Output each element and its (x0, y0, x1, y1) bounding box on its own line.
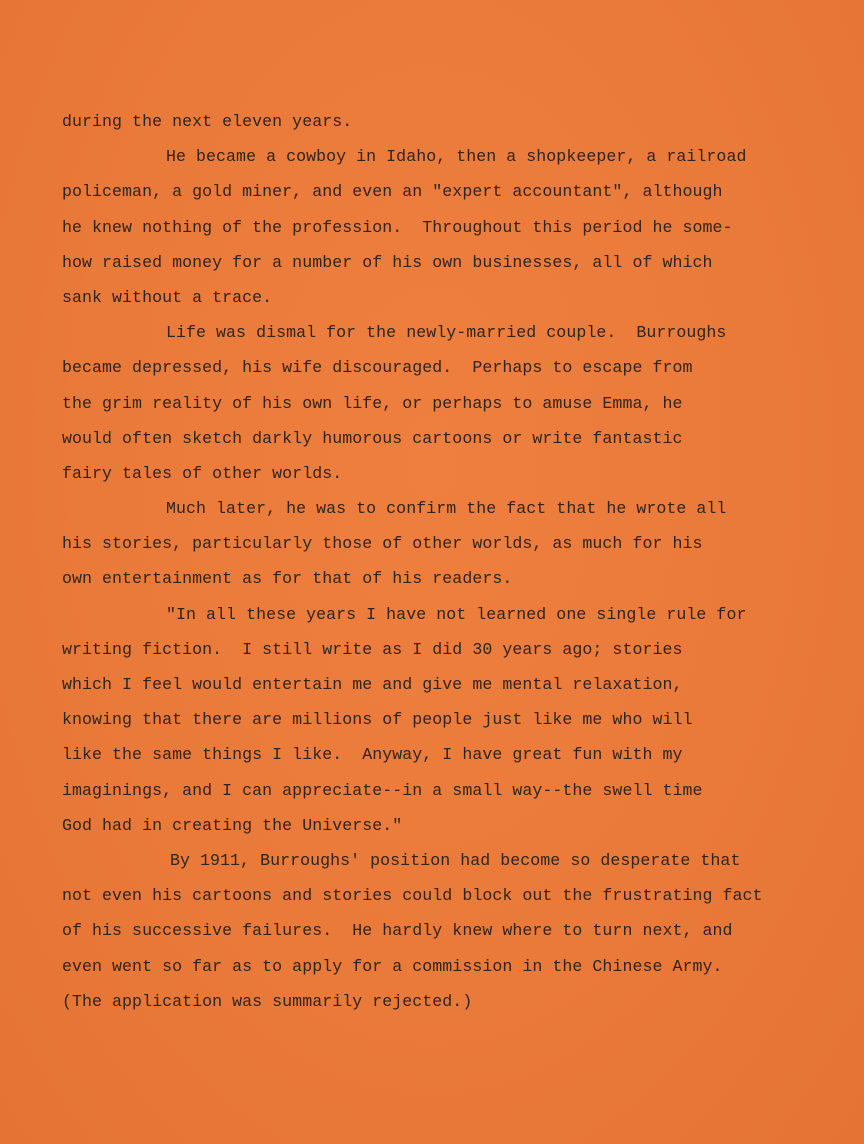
quote-line: knowing that there are millions of people just like me who will (62, 710, 693, 730)
text-line: he knew nothing of the profession. Throughout this period he some- (62, 217, 733, 237)
text-line: would often sketch darkly humorous cartoons or write fantastic (62, 428, 683, 448)
text-line: sank without a trace. (62, 287, 273, 307)
quote-line: God had in creating the Universe." (62, 815, 403, 835)
text-line: of his successive failures. He hardly knew where to turn next, and (62, 921, 733, 941)
text-line: not even his cartoons and stories could block out the frustrating fact (62, 886, 763, 906)
paragraph-start-line: He became a cowboy in Idaho, then a shopkeeper, a railroad (166, 147, 747, 167)
quote-line: like the same things I like. Anyway, I have great fun with my (62, 745, 683, 765)
text-line: policeman, a gold miner, and even an "expert accountant", although (62, 182, 723, 202)
body-text (62, 104, 822, 1019)
text-line: the grim reality of his own life, or perhaps to amuse Emma, he (62, 393, 683, 413)
quote-line: which I feel would entertain me and give me mental relaxation, (62, 675, 683, 694)
paragraph-start-line: By 1911, Burroughs' position had become so desperate that (170, 850, 741, 870)
text-line: even went so far as to apply for a commission in the Chinese Army. (62, 956, 723, 976)
text-line: (The application was summarily rejected.) (62, 991, 473, 1011)
paragraph-start-line: Life was dismal for the newly-married couple. Burroughs (166, 323, 727, 343)
text-line: during the next eleven years. (62, 112, 353, 131)
text-line: fairy tales of other worlds. (62, 463, 343, 483)
text-line: how raised money for a number of his own businesses, all of which (62, 252, 713, 272)
text-line: became depressed, his wife discouraged. Perhaps to escape from (62, 358, 693, 378)
quote-line: imaginings, and I can appreciate--in a small way--the swell time (62, 780, 703, 800)
paragraph-start-line: Much later, he was to confirm the fact that he wrote all (166, 499, 727, 519)
quote-start-line: "In all these years I have not learned one single rule for (166, 604, 747, 624)
text-line: own entertainment as for that of his readers. (62, 569, 513, 589)
text-line: his stories, particularly those of other worlds, as much for his (62, 534, 703, 554)
quote-line: writing fiction. I still write as I did 30 years ago; stories (62, 639, 683, 659)
